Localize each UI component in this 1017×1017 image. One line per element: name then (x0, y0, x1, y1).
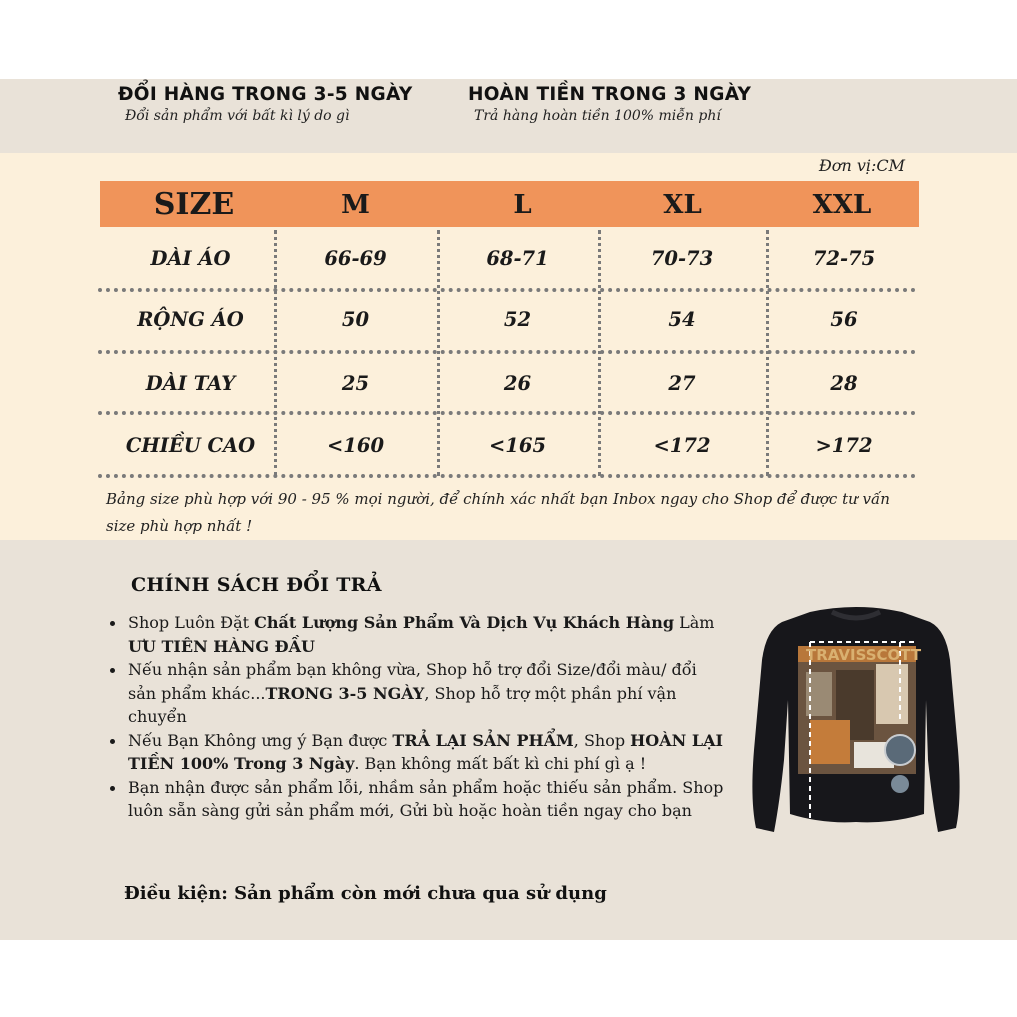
row-divider (98, 474, 916, 478)
size-table-header (100, 181, 919, 227)
policy-condition: Điều kiện: Sản phẩm còn mới chưa qua sử dụng (124, 883, 607, 904)
cell-height-l: <165 (488, 434, 547, 457)
row-divider (98, 288, 916, 292)
cell-length-xxl: 72-75 (812, 247, 876, 270)
row-divider (98, 411, 916, 415)
row-divider (98, 350, 916, 354)
cell-height-xl: <172 (653, 434, 711, 457)
bullet-icon (110, 786, 115, 791)
policy-text: . Bạn không mất bất kì chi phí gì ạ ! (354, 754, 647, 773)
unit-note: Đơn vị:CM (818, 156, 905, 175)
policy-item (108, 729, 728, 776)
header-l: L (513, 190, 532, 220)
cell-width-l: 52 (503, 308, 532, 331)
bullet-icon (110, 739, 115, 744)
cell-height-m: <160 (326, 434, 385, 457)
policy-text: Shop Luôn Đặt (128, 613, 255, 632)
cell-length-xl: 70-73 (650, 247, 714, 270)
size-chart-note: Bảng size phù hợp với 90 - 95 % mọi người, để chính xác nhất bạn Inbox ngay cho Shop để được tư vấn size phù hợp nhất ! (106, 490, 890, 535)
sweatshirt-icon (750, 600, 962, 840)
policy-highlight: ƯU TIÊN HÀNG ĐẦU (128, 636, 315, 656)
policy-highlight: TRẢ LẠI SẢN PHẨM (392, 730, 574, 750)
policy-highlight: Chất Lượng Sản Phẩm Và Dịch Vụ Khách Hàng (254, 613, 675, 632)
exchange-promise (118, 84, 413, 124)
exchange-title: ĐỔI HÀNG TRONG 3-5 NGÀY (118, 84, 413, 105)
refund-promise (468, 84, 751, 124)
bullet-icon (110, 621, 115, 626)
cell-sleeve-xxl: 28 (830, 372, 858, 395)
header-xxl: XXL (812, 190, 872, 220)
header-xl: XL (663, 190, 702, 220)
policy-item (108, 658, 728, 729)
cell-sleeve-l: 26 (503, 372, 532, 395)
row-label-width: RỘNG ÁO (137, 308, 244, 331)
exchange-subtitle: Đổi sản phẩm với bất kì lý do gì (125, 108, 350, 124)
policy-item (108, 611, 728, 658)
policy-list (108, 611, 728, 823)
sweatshirt-print-text: TRAVISSCOTT (806, 646, 922, 664)
column-divider (274, 230, 277, 476)
policy-text: Làm (674, 613, 715, 632)
policy-highlight: TRONG 3-5 NGÀY (265, 683, 425, 703)
policy-highlight: HOÀN LẠI TIỀN 100% Trong 3 Ngày (128, 730, 723, 773)
policy-text: Bạn nhận được sản phẩm lỗi, nhầm sản phẩm hoặc thiếu sản phẩm. Shop luôn sẵn sàng gửi sản phẩm mới, Gửi bù hoặc hoàn tiền ngay cho bạn (128, 777, 724, 820)
header-m: M (341, 190, 370, 220)
refund-title: HOÀN TIỀN TRONG 3 NGÀY (468, 84, 752, 105)
cell-length-l: 68-71 (486, 247, 549, 270)
cell-sleeve-xl: 27 (668, 372, 696, 395)
cell-width-m: 50 (341, 308, 370, 331)
cell-sleeve-m: 25 (341, 372, 370, 395)
row-label-sleeve: DÀI TAY (145, 372, 236, 395)
row-label-height: CHIỀU CAO (125, 434, 256, 457)
policy-text: Nếu nhận sản phẩm bạn không vừa, Shop hỗ trợ đổi Size/đổi màu/ đổi sản phẩm khác... (128, 660, 697, 703)
cell-width-xl: 54 (668, 308, 696, 331)
header-size: SIZE (153, 187, 235, 222)
policy-item (108, 776, 728, 823)
cell-length-m: 66-69 (324, 247, 387, 270)
cell-width-xxl: 56 (830, 308, 858, 331)
cell-height-xxl: >172 (815, 434, 873, 457)
refund-subtitle: Trả hàng hoàn tiền 100% miễn phí (474, 108, 721, 124)
bullet-icon (110, 668, 115, 673)
policy-text: , Shop hỗ trợ một phần phí vận chuyển (128, 683, 677, 726)
row-label-length: DÀI ÁO (150, 247, 231, 270)
policy-text: , Shop (573, 730, 631, 750)
policy-text: Nếu Bạn Không ưng ý Bạn được (128, 730, 393, 750)
policy-title: CHÍNH SÁCH ĐỔI TRẢ (131, 574, 382, 596)
